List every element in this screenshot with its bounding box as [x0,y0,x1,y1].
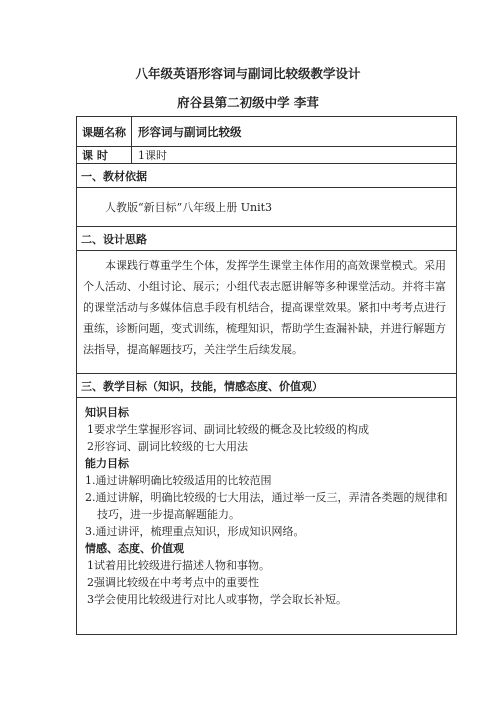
topic-value: 形容词与副词比较级 [132,117,457,147]
emotion-goals-title: 情感、态度、价值观 [85,542,184,555]
hours-label: 课 时 [77,147,132,164]
document-title: 八年级英语形容词与副词比较级教学设计 [135,66,361,81]
emotion-goal-item: 2强调比较级在中考考点中的重要性 [87,576,259,589]
author-line: 府谷县第二初级中学 李茸 [177,95,319,110]
emotion-goal-item: 1试着用比较级进行描述人物和事物。 [87,559,270,572]
section2-body [77,251,457,374]
knowledge-goal-item: 1要求学生掌握形容词、副词比较级的概念及比较级的构成 [87,423,369,436]
section2-heading: 二、设计思路 [77,227,457,251]
section3-heading: 三、教学目标（知识，技能，情感态度、价值观） [77,374,457,398]
section2-text: 本课践行尊重学生个体，发挥学生课堂主体作用的高效课堂模式。采用个人活动、小组讨论、展示；小组代表志愿讲解等多种课堂活动。并将丰富的课堂活动与多媒体信息手段有机结合，提高课堂效果。紧扣中考考点进行重练，诊断问题，变式训练，梳理知识，帮助学生查漏补缺，并进行解题方法指导，提高解题技巧，关注学生后续发展。 [83,259,446,356]
ability-goals-title: 能力目标 [85,457,129,470]
section1-heading: 一、教材依据 [77,164,457,188]
topic-label: 课题名称 [77,117,132,147]
ability-goal-item: 1.通过讲解明确比较级适用的比较范围 [85,474,272,487]
knowledge-goals-title: 知识目标 [85,406,129,419]
section1-body [77,188,457,227]
ability-goal-item: 2.通过讲解，明确比较级的七大用法，通过举一反三，弄清各类题的规律和技巧，进一步提高解题能力。 [85,491,448,521]
knowledge-goal-item: 2形容词、副词比较级的七大用法 [87,440,248,453]
ability-goal-item: 3.通过讲评，梳理重点知识，形成知识网络。 [85,525,305,538]
lesson-plan-table [76,116,457,635]
section1-text: 人教版“新目标”八年级上册 Unit3 [105,200,273,214]
hours-value: 1课时 [132,147,457,164]
section3-body [77,398,457,635]
emotion-goal-item: 3学会使用比较级进行对比人或事物，学会取长补短。 [87,593,347,606]
